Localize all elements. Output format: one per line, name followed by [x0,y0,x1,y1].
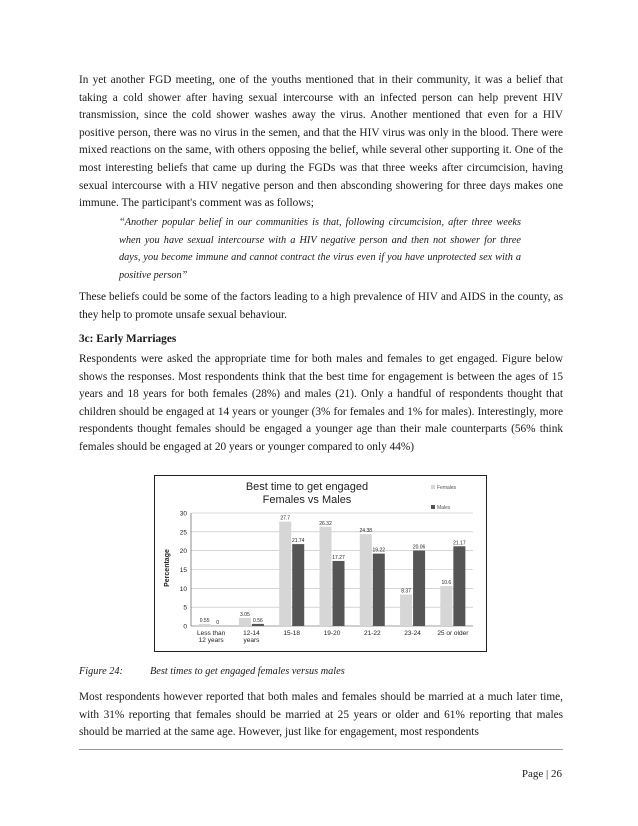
x-tick-label: 23-24 [404,630,421,637]
y-axis-label: Percentage [164,549,171,587]
y-tick-label: 0 [183,623,187,631]
y-tick-label: 5 [183,604,187,612]
page-number: Page | 26 [521,768,562,780]
bar-females-4 [360,534,372,626]
data-label-females: 27.7 [280,515,291,522]
x-tick-label: Less than [197,630,226,637]
y-tick-label: 15 [179,567,187,574]
data-label-males: 0 [216,620,220,626]
bar-males-1 [252,624,264,626]
data-label-males: 20.06 [412,544,426,551]
bar-males-4 [373,554,385,626]
data-label-males: 21.17 [453,540,466,547]
figure-caption-text: Best times to get engaged females versus males [150,666,345,677]
bar-females-2 [279,522,291,626]
bar-females-0 [199,624,211,626]
x-tick-label: 15-18 [283,630,301,637]
y-tick-label: 30 [179,510,187,518]
legend-swatch-females [431,485,435,489]
bar-females-3 [320,527,332,626]
bar-males-2 [292,544,304,626]
paragraph-marriage: Most respondents however reported that both males and females should be married at a much later time, with 31% reporting that females should be married at 25 years or older and 61% reporting that males should be married at the same age. However, just like for engagement, most respondents [79,691,563,739]
data-label-males: 21.74 [291,538,305,545]
data-label-females: 0.55 [199,617,210,624]
paragraph-beliefs-factors: These beliefs could be some of the factors leading to a high prevalence of HIV and AIDS in the county, as they help to promote unsafe sexual behaviour. [79,291,563,321]
chart-container [154,475,487,652]
chart-bars [199,522,466,626]
x-tick-label: 12 years [198,637,224,644]
bar-males-5 [413,550,425,626]
figure-caption-label: Figure 24: [79,666,123,677]
data-label-males: 17.27 [332,554,345,561]
data-label-females: 24.38 [359,528,373,535]
bar-females-1 [239,618,251,626]
chart-legend [431,485,457,511]
legend-swatch-males [431,505,435,509]
x-tick-label: 21-22 [363,630,381,637]
y-tick-label: 25 [179,529,187,537]
paragraph-engagement: Respondents were asked the appropriate time for both males and females to get engaged. Figure below shows the responses. Most respondents think that the best time for engagement is between the ages of 15 years and 18 years for both females (28%) and males (21). Only a handful of respondents thought that children should be engaged at 14 years or younger (3% for females and 1% for males). Interestingly, more respondents thought females should be engaged a younger age than their male counterparts (56% think females should be engaged at 20 years or younger compared to only 44%) [79,353,563,453]
bar-males-3 [333,561,345,626]
bar-males-6 [453,546,465,626]
x-tick-label: 19-20 [323,630,341,637]
section-heading: 3c: Early Marriages [79,333,177,345]
x-tick-label: years [243,637,260,644]
chart-title: Best time to get engaged [245,481,369,493]
data-label-males: 19.22 [372,547,386,554]
engagement-chart [155,476,486,651]
footer-divider [79,749,563,750]
chart-subtitle: Females vs Males [262,494,352,506]
data-label-females: 10.6 [441,580,452,587]
bar-females-5 [400,594,412,626]
data-label-females: 8.37 [401,588,411,595]
data-label-females: 3.05 [240,611,250,618]
y-tick-label: 10 [179,585,187,593]
paragraph-fgd-beliefs: In yet another FGD meeting, one of the youths mentioned that in their community, it was a belief that taking a cold shower after having sexual intercourse with an infected person can help prevent HIV transmission, since the cold shower washes away the virus. Another mentioned that even for a HIV positive person, there was no virus in the semen, and that the HIV virus was only in the blood. There were mixed reactions on the same, with others opposing the belief, while several other supporting it. One of the most interesting beliefs that came up during the FGDs was that three weeks after circumcision, having sexual intercourse with a HIV negative person and then absconding showering for three days makes one immune. The participant's comment was as follows; [79,74,563,210]
data-label-females: 26.32 [319,520,332,527]
legend-label-males: Males [437,505,451,511]
bar-females-6 [440,586,452,626]
y-tick-label: 20 [179,548,187,556]
x-tick-label: 25 or older [437,630,469,637]
participant-quote: “Another popular belief in our communities is that, following circumcision, after three weeks when you have sexual intercourse with a HIV negative person and then not shower for three days, you become immune and cannot contract the virus even if you have unprotected sex with a positive person” [119,217,521,281]
legend-label-females: Females [437,485,457,491]
data-label-males: 0.56 [253,617,263,624]
chart-grid [191,513,473,626]
x-tick-label: 12-14 [243,630,260,637]
